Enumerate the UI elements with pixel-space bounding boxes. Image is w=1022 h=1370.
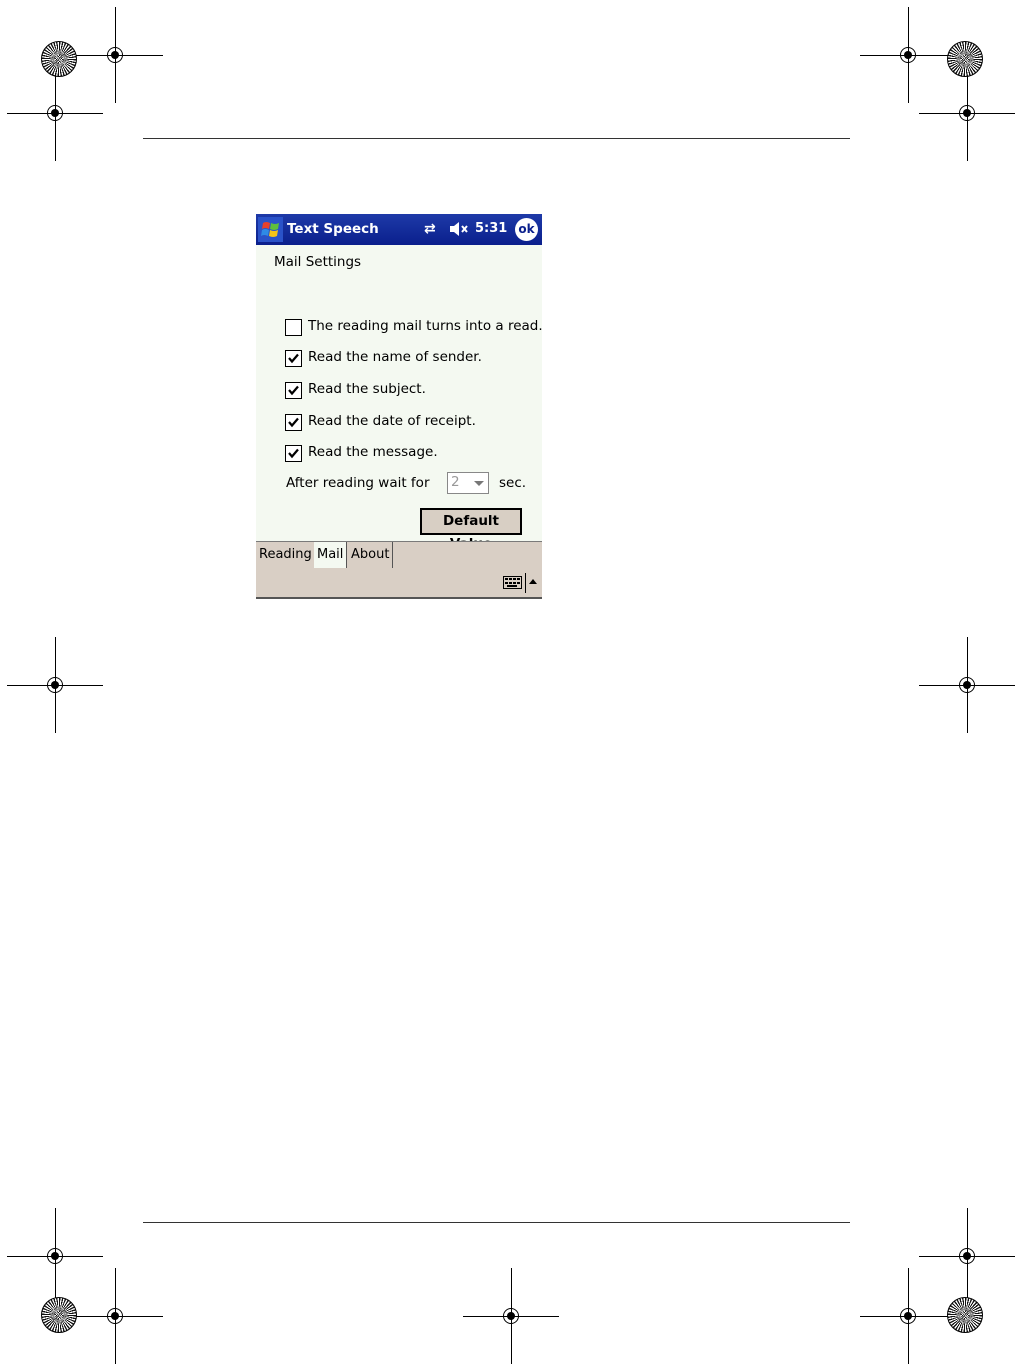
checkmark-icon xyxy=(287,384,300,397)
tab-reading[interactable]: Reading xyxy=(256,542,316,568)
print-wheel-icon xyxy=(41,1297,77,1333)
app-title: Text Speech xyxy=(287,221,379,237)
option-label: The reading mail turns into a read. xyxy=(308,318,543,334)
sip-up-arrow-icon[interactable] xyxy=(529,579,537,584)
title-bar xyxy=(256,214,542,245)
wait-seconds-value: 2 xyxy=(451,474,460,490)
windows-flag-icon[interactable] xyxy=(258,217,283,242)
print-wheel-icon xyxy=(947,1297,983,1333)
option-label: Read the subject. xyxy=(308,381,426,397)
page-bottom-rule xyxy=(143,1222,850,1223)
checkmark-icon xyxy=(287,416,300,429)
chevron-down-icon xyxy=(474,481,484,486)
connectivity-icon[interactable]: ⇄ xyxy=(424,221,436,237)
clock[interactable]: 5:31 xyxy=(475,221,508,236)
page-top-rule xyxy=(143,138,850,139)
print-wheel-icon xyxy=(947,41,983,77)
checkmark-icon xyxy=(287,447,300,460)
checkmark-icon xyxy=(287,352,300,365)
wait-unit-label: sec. xyxy=(499,475,527,491)
checkbox[interactable] xyxy=(285,414,302,431)
option-label: Read the name of sender. xyxy=(308,349,482,365)
speaker-muted-icon[interactable] xyxy=(449,221,469,237)
pocketpc-screen xyxy=(256,214,542,599)
separator xyxy=(525,573,526,593)
print-wheel-icon xyxy=(41,41,77,77)
tab-mail[interactable]: Mail xyxy=(314,542,347,568)
wait-seconds-dropdown[interactable] xyxy=(447,472,489,494)
page-title: Mail Settings xyxy=(274,254,362,270)
checkbox[interactable] xyxy=(285,445,302,462)
tab-bar xyxy=(256,541,542,569)
option-label: Read the message. xyxy=(308,444,438,460)
checkbox[interactable] xyxy=(285,382,302,399)
ok-button[interactable]: ok xyxy=(515,218,538,241)
keyboard-icon[interactable] xyxy=(503,576,522,589)
menu-bar xyxy=(256,569,542,599)
default-value-button[interactable]: Default xyxy=(420,508,522,535)
wait-label: After reading wait for xyxy=(286,475,430,491)
checkbox[interactable] xyxy=(285,319,302,336)
checkbox[interactable] xyxy=(285,350,302,367)
option-label: Read the date of receipt. xyxy=(308,413,476,429)
tab-about[interactable]: About xyxy=(348,542,393,568)
